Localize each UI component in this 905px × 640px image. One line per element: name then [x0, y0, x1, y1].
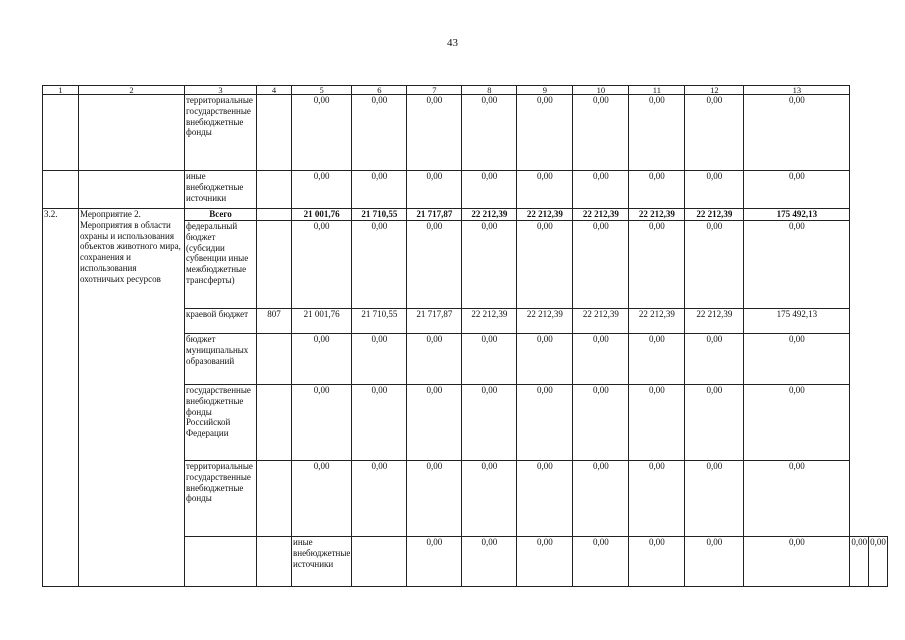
column-header: 10 [573, 86, 629, 95]
value-cell: 21 717,87 [407, 209, 462, 221]
value-cell: 0,00 [629, 221, 685, 309]
value-cell: 0,00 [685, 221, 744, 309]
funding-source-cell: государственные внебюджетные фонды Российской Федерации [185, 385, 257, 461]
column-header: 13 [744, 86, 850, 95]
value-cell: 21 710,55 [352, 309, 407, 334]
value-cell: 0,00 [462, 95, 517, 171]
value-cell: 0,00 [462, 385, 517, 461]
value-cell: 0,00 [573, 171, 629, 209]
value-cell: 22 212,39 [517, 309, 573, 334]
value-cell: 0,00 [573, 334, 629, 385]
value-cell: 21 001,76 [292, 309, 352, 334]
table-row [43, 171, 888, 209]
value-cell: 0,00 [850, 537, 869, 587]
value-cell: 0,00 [517, 334, 573, 385]
value-cell: 0,00 [292, 221, 352, 309]
code-cell [257, 385, 292, 461]
value-cell: 0,00 [573, 385, 629, 461]
value-cell: 0,00 [744, 221, 850, 309]
value-cell: 22 212,39 [629, 209, 685, 221]
value-cell: 0,00 [685, 95, 744, 171]
value-cell: 175 492,13 [744, 209, 850, 221]
column-header: 4 [257, 86, 292, 95]
value-cell: 0,00 [869, 537, 888, 587]
code-cell [257, 221, 292, 309]
value-cell: 0,00 [352, 461, 407, 537]
value-cell: 22 212,39 [685, 309, 744, 334]
code-cell [257, 334, 292, 385]
value-cell: 0,00 [744, 334, 850, 385]
value-cell: 0,00 [685, 537, 744, 587]
value-cell: 22 212,39 [462, 209, 517, 221]
code-cell [257, 95, 292, 171]
value-cell: 0,00 [462, 537, 517, 587]
column-header: 12 [685, 86, 744, 95]
item-number-cell [43, 171, 79, 209]
value-cell: 0,00 [352, 95, 407, 171]
funding-source-cell: территориальные государственные внебюджетные фонды [185, 95, 257, 171]
value-cell: 0,00 [292, 95, 352, 171]
value-cell: 0,00 [629, 171, 685, 209]
value-cell: 0,00 [517, 221, 573, 309]
value-cell: 0,00 [517, 95, 573, 171]
value-cell: 0,00 [573, 95, 629, 171]
value-cell: 22 212,39 [573, 209, 629, 221]
column-header: 3 [185, 86, 257, 95]
value-cell: 0,00 [629, 461, 685, 537]
value-cell: 0,00 [352, 334, 407, 385]
value-cell: 0,00 [407, 95, 462, 171]
value-cell: 0,00 [292, 171, 352, 209]
value-cell: 0,00 [629, 95, 685, 171]
funding-source-cell: Всего [185, 209, 257, 221]
page-number: 43 [447, 37, 458, 49]
value-cell: 0,00 [407, 171, 462, 209]
value-cell: 0,00 [292, 334, 352, 385]
value-cell: 0,00 [462, 171, 517, 209]
value-cell: 0,00 [685, 385, 744, 461]
item-number-cell: 3.2. [43, 209, 79, 587]
funding-source-cell: федеральный бюджет (субсидии субвенции иные межбюджетные трансферты) [185, 221, 257, 309]
value-cell: 0,00 [352, 385, 407, 461]
value-cell: 0,00 [629, 385, 685, 461]
column-header: 6 [352, 86, 407, 95]
value-cell: 0,00 [407, 221, 462, 309]
table-row [43, 95, 888, 171]
column-header: 5 [292, 86, 352, 95]
table-row-total [43, 209, 888, 221]
value-cell: 0,00 [517, 537, 573, 587]
value-cell: 21 710,55 [352, 209, 407, 221]
value-cell: 0,00 [744, 95, 850, 171]
value-cell: 0,00 [573, 221, 629, 309]
code-cell [257, 171, 292, 209]
value-cell: 0,00 [407, 537, 462, 587]
value-cell: 22 212,39 [462, 309, 517, 334]
value-cell: 0,00 [517, 461, 573, 537]
value-cell: 0,00 [462, 461, 517, 537]
item-name-cell [79, 171, 185, 209]
value-cell: 0,00 [744, 171, 850, 209]
value-cell: 0,00 [352, 171, 407, 209]
funding-source-cell: бюджет муниципальных образований [185, 334, 257, 385]
value-cell: 0,00 [292, 385, 352, 461]
item-number-cell [185, 537, 257, 587]
value-cell: 0,00 [685, 171, 744, 209]
value-cell: 0,00 [407, 385, 462, 461]
value-cell: 0,00 [629, 334, 685, 385]
funding-source-cell: иные внебюджетные источники [292, 537, 352, 587]
column-header: 9 [517, 86, 573, 95]
value-cell: 0,00 [573, 461, 629, 537]
column-number-row [43, 86, 888, 95]
column-header: 2 [79, 86, 185, 95]
value-cell: 22 212,39 [629, 309, 685, 334]
item-name-cell [257, 537, 292, 587]
code-cell [257, 209, 292, 221]
value-cell: 0,00 [573, 537, 629, 587]
code-cell: 807 [257, 309, 292, 334]
value-cell: 0,00 [629, 537, 685, 587]
value-cell: 0,00 [744, 537, 850, 587]
value-cell: 0,00 [292, 461, 352, 537]
value-cell: 22 212,39 [517, 209, 573, 221]
value-cell: 22 212,39 [573, 309, 629, 334]
column-header: 1 [43, 86, 79, 95]
value-cell: 0,00 [462, 221, 517, 309]
column-header: 7 [407, 86, 462, 95]
budget-table [42, 85, 888, 587]
value-cell: 0,00 [685, 334, 744, 385]
item-name-cell [79, 95, 185, 171]
column-header: 11 [629, 86, 685, 95]
value-cell: 0,00 [517, 385, 573, 461]
value-cell: 0,00 [462, 334, 517, 385]
funding-source-cell: краевой бюджет [185, 309, 257, 334]
value-cell: 21 001,76 [292, 209, 352, 221]
value-cell: 0,00 [407, 334, 462, 385]
item-number-cell [43, 95, 79, 171]
value-cell: 0,00 [744, 461, 850, 537]
column-header: 8 [462, 86, 517, 95]
value-cell: 0,00 [407, 461, 462, 537]
value-cell: 175 492,13 [744, 309, 850, 334]
value-cell: 0,00 [517, 171, 573, 209]
item-name-cell: Мероприятие 2. Мероприятия в области охраны и использования объектов животного мира, сохранения и использования охотничьих ресурсов [79, 209, 185, 587]
funding-source-cell: территориальные государственные внебюджетные фонды [185, 461, 257, 537]
code-cell [352, 537, 407, 587]
funding-source-cell: иные внебюджетные источники [185, 171, 257, 209]
value-cell: 0,00 [352, 221, 407, 309]
value-cell: 0,00 [685, 461, 744, 537]
value-cell: 22 212,39 [685, 209, 744, 221]
code-cell [257, 461, 292, 537]
value-cell: 0,00 [744, 385, 850, 461]
value-cell: 21 717,87 [407, 309, 462, 334]
